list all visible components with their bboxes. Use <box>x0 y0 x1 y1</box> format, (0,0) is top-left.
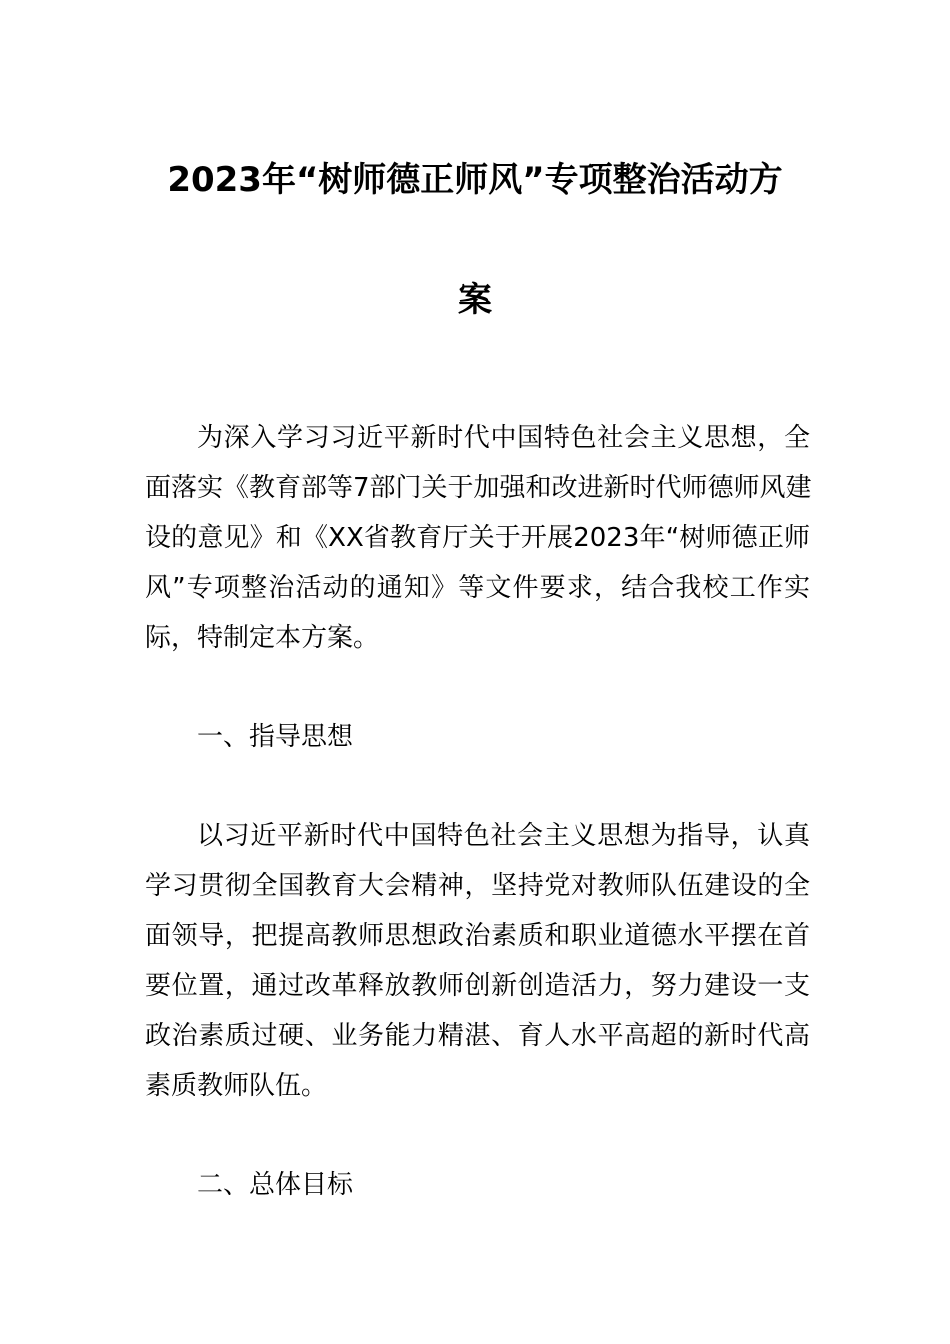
paragraph-line: 风”专项整治活动的通知》等文件要求，结合我校工作实 <box>145 573 810 603</box>
section-heading-guiding-ideology: 一、指导思想 <box>197 722 354 752</box>
paragraph-line: 面落实《教育部等7部门关于加强和改进新时代师德师风建 <box>145 473 812 503</box>
document-title-line-1: 2023年“树师德正师风”专项整治活动方 <box>167 160 783 200</box>
paragraph-line: 素质教师队伍。 <box>145 1071 328 1101</box>
paragraph-line: 为深入学习习近平新时代中国特色社会主义思想，全 <box>197 423 810 453</box>
paragraph-line: 面领导，把提高教师思想政治素质和职业道德水平摆在首 <box>145 921 810 951</box>
paragraph-line: 际，特制定本方案。 <box>145 623 380 653</box>
paragraph-line: 学习贯彻全国教育大会精神，坚持党对教师队伍建设的全 <box>145 871 810 901</box>
paragraph-line: 设的意见》和《XX省教育厅关于开展2023年“树师德正师 <box>145 523 810 553</box>
paragraph-line: 政治素质过硬、业务能力精湛、育人水平高超的新时代高 <box>145 1021 810 1051</box>
section-heading-overall-goal: 二、总体目标 <box>197 1170 354 1200</box>
paragraph-line: 要位置，通过改革释放教师创新创造活力，努力建设一支 <box>145 971 810 1001</box>
document-title-line-2: 案 <box>458 280 492 320</box>
paragraph-line: 以习近平新时代中国特色社会主义思想为指导，认真 <box>197 821 810 851</box>
